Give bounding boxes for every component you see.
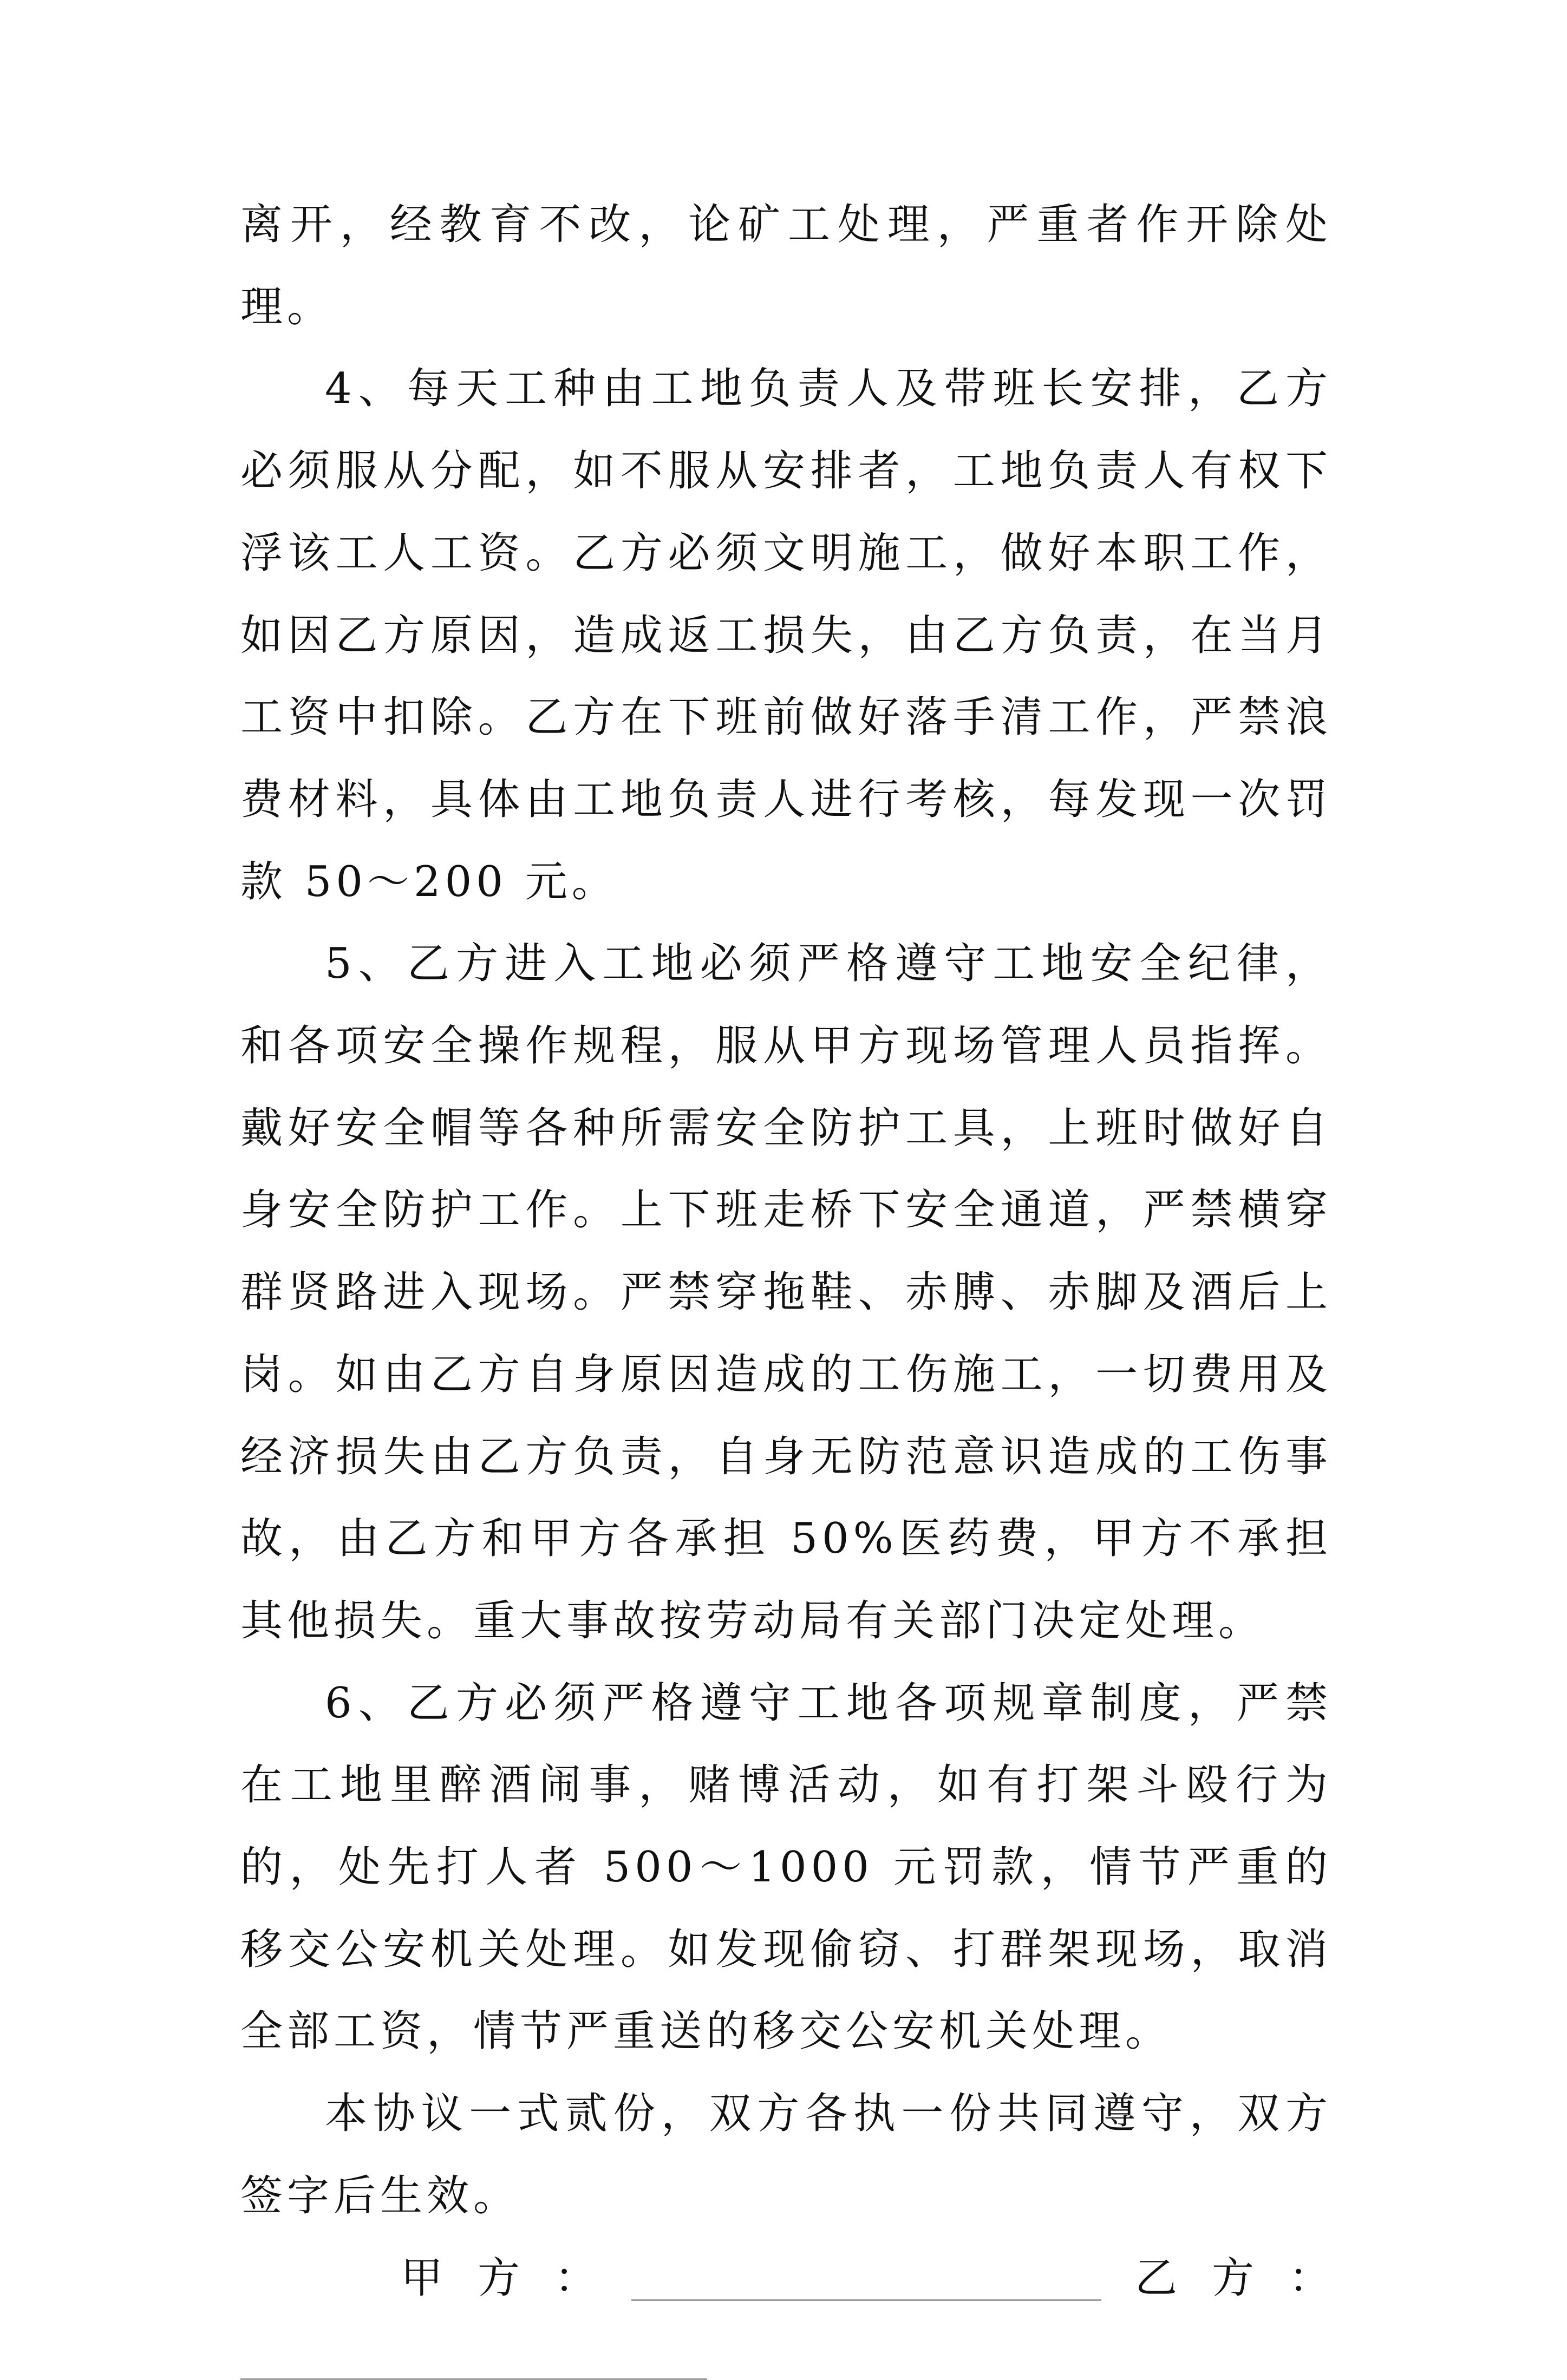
clause-6: 6、乙方必须严格遵守工地各项规章制度，严禁在工地里醉酒闹事，赌博活动，如有打架斗殴行为的，处先打人者 500～1000 元罚款，情节严重的移交公安机关处理。如发现偷窃、打群架现场，取消全部工资，情节严重送的移交公安机关处理。 (240, 1678, 1332, 2056)
clause-5: 5、乙方进入工地必须严格遵守工地安全纪律，和各项安全操作规程，服从甲方现场管理人员指挥。戴好安全帽等各种所需安全防护工具，上班时做好自身安全防护工作。上下班走桥下安全通道，严禁横穿群贤路进入现场。严禁穿拖鞋、赤膊、赤脚及酒后上岗。如由乙方自身原因造成的工伤施工，一切费用及经济损失由乙方负责，自身无防范意识造成的工伤事故，由乙方和甲方各承担 50%医药费，甲方不承担其他损失。重大事故按劳动局有关部门决定处理。 (240, 939, 1332, 1645)
party-a-label: 甲 方 ： (401, 2253, 597, 2303)
clause-4: 4、每天工种由工地负责人及带班长安排，乙方必须服从分配，如不服从安排者，工地负责人有权下浮该工人工资。乙方必须文明施工，做好本职工作，如因乙方原因，造成返工损失，由乙方负责，在当月工资中扣除。乙方在下班前做好落手清工作，严禁浪费材料，具体由工地负责人进行考核，每发现一次罚款 50～200 元。 (240, 364, 1332, 906)
party-b-signature-line (240, 2378, 707, 2380)
agreement-copies-statement: 本协议一式贰份，双方各执一份共同遵守，双方签字后生效。 (240, 2089, 1332, 2220)
party-a-signature-line (631, 2299, 1101, 2301)
document-body (240, 184, 1332, 2319)
paragraph-continuation: 离开，经教育不改，论矿工处理，严重者作开除处理。 (240, 200, 1332, 331)
signature-section (240, 2238, 1332, 2319)
party-b-label: 乙 方 ： (1135, 2253, 1331, 2303)
